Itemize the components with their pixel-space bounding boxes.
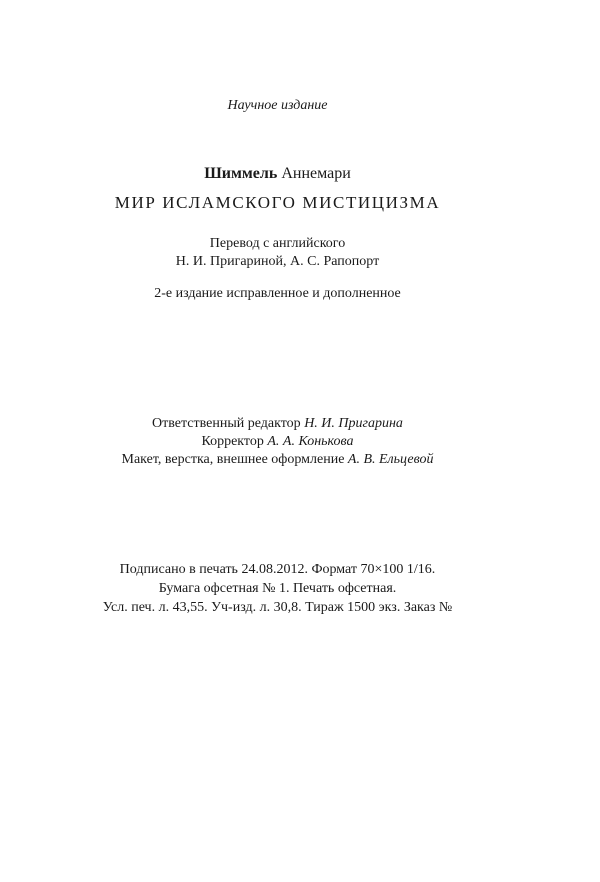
- author-line: [0, 165, 555, 183]
- author-given-name: Аннемари: [281, 165, 351, 182]
- credit-role: Корректор: [201, 434, 264, 449]
- translation-note: Перевод с английского: [209, 236, 346, 251]
- author-surname: Шиммель: [204, 165, 278, 182]
- book-title: МИР ИСЛАМСКОГО МИСТИЦИЗМА: [114, 193, 441, 212]
- credit-person: А. А. Конькова: [267, 434, 354, 449]
- credit-line-proofreader: [0, 433, 555, 451]
- credit-person: Н. И. Пригарина: [304, 416, 403, 431]
- credit-person: А. В. Ельцевой: [347, 452, 434, 467]
- credit-line-layout: [0, 451, 555, 469]
- imprint-line-paper: Бумага офсетная № 1. Печать офсетная.: [158, 581, 397, 596]
- series-label: Научное издание: [227, 98, 328, 113]
- imprint-line-circulation: Усл. печ. л. 43,55. Уч-изд. л. 30,8. Тираж 1500 экз. Заказ №: [102, 600, 453, 615]
- translators: Н. И. Пригариной, А. С. Рапопорт: [175, 254, 380, 269]
- credit-line-editor: [0, 415, 555, 433]
- credit-role: Ответственный редактор: [152, 416, 301, 431]
- credit-role: Макет, верстка, внешнее оформление: [121, 452, 345, 467]
- edition-note: 2-е издание исправленное и дополненное: [154, 286, 401, 301]
- imprint-line-signed: Подписано в печать 24.08.2012. Формат 70×100 1/16.: [119, 562, 436, 577]
